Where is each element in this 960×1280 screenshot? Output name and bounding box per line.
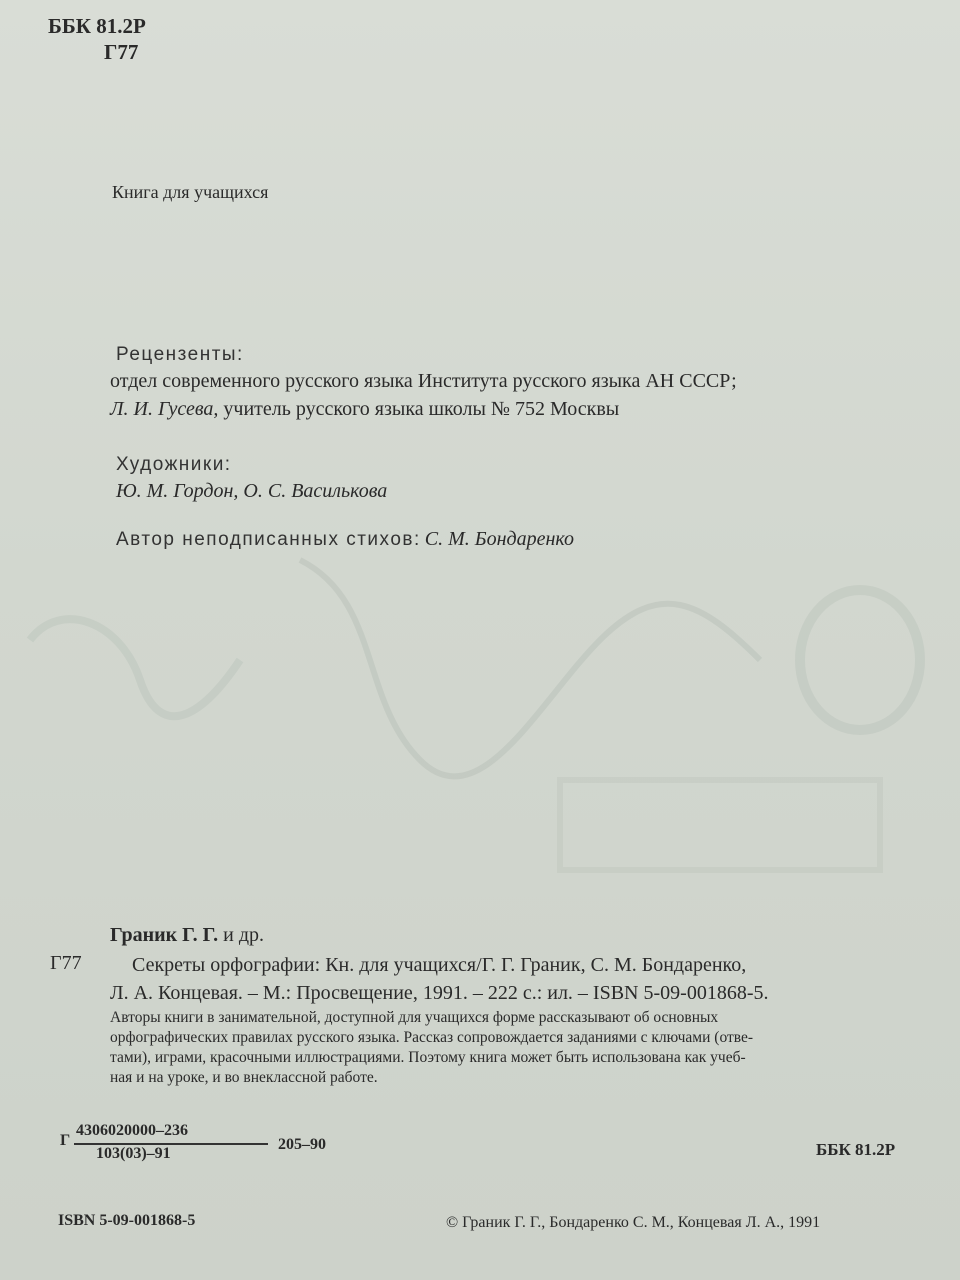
bbk-code: ББК 81.2Р [48, 14, 146, 38]
poems-author-name: С. М. Бондаренко [424, 528, 574, 550]
catalog-line-1: Секреты орфографии: Кн. для учащихся/Г. Г. Граник, С. М. Бондаренко, [132, 954, 747, 976]
reviewers-line-1: отдел современного русского языка Института русского языка АН СССР; [110, 370, 737, 392]
catalog-author-suffix: и др. [223, 924, 264, 946]
reviewers-heading: Рецензенты: [116, 344, 244, 365]
catalog-cutter: Г77 [50, 952, 82, 974]
isbn: ISBN 5-09-001868-5 [58, 1212, 196, 1229]
index-tail: 205–90 [278, 1136, 326, 1153]
catalog-abstract-line: тами), играми, красочными иллюстрациями. Поэтому книга может быть использована как учеб- [110, 1049, 746, 1066]
artists-heading: Художники: [116, 454, 232, 475]
catalog-author-heading [110, 924, 264, 947]
copyright: © Граник Г. Г., Бондаренко С. М., Концевая Л. А., 1991 [446, 1214, 821, 1231]
cutter-code: Г77 [104, 40, 139, 64]
bbk-code-bottom: ББК 81.2Р [816, 1140, 896, 1159]
artists-names: Ю. М. Гордон, О. С. Василькова [116, 480, 388, 502]
index-denominator: 103(03)–91 [96, 1145, 171, 1162]
reviewers-line-2 [110, 398, 619, 421]
index-letter: Г [60, 1132, 71, 1149]
catalog-abstract-line: Авторы книги в занимательной, доступной для учащихся форме рассказывают об основных [110, 1009, 719, 1026]
catalog-line-2: Л. А. Концевая. – М.: Просвещение, 1991. – 222 с.: ил. – ISBN 5-09-001868-5. [110, 982, 769, 1004]
catalog-abstract-line: ная и на уроке, и во внеклассной работе. [110, 1069, 378, 1086]
catalog-author: Граник Г. Г. [110, 924, 219, 946]
reviewer-name: Л. И. Гусева, [110, 398, 219, 420]
index-numerator: 4306020000–236 [76, 1122, 188, 1139]
reviewer-description: учитель русского языка школы № 752 Москвы [223, 398, 620, 420]
poems-author-label: Автор неподписанных стихов: [116, 529, 421, 550]
catalog-abstract-line: орфографических правилах русского языка. Рассказ сопровождается заданиями с ключами (отве- [110, 1029, 754, 1046]
poems-author-line [116, 528, 574, 551]
book-type: Книга для учащихся [112, 182, 269, 202]
